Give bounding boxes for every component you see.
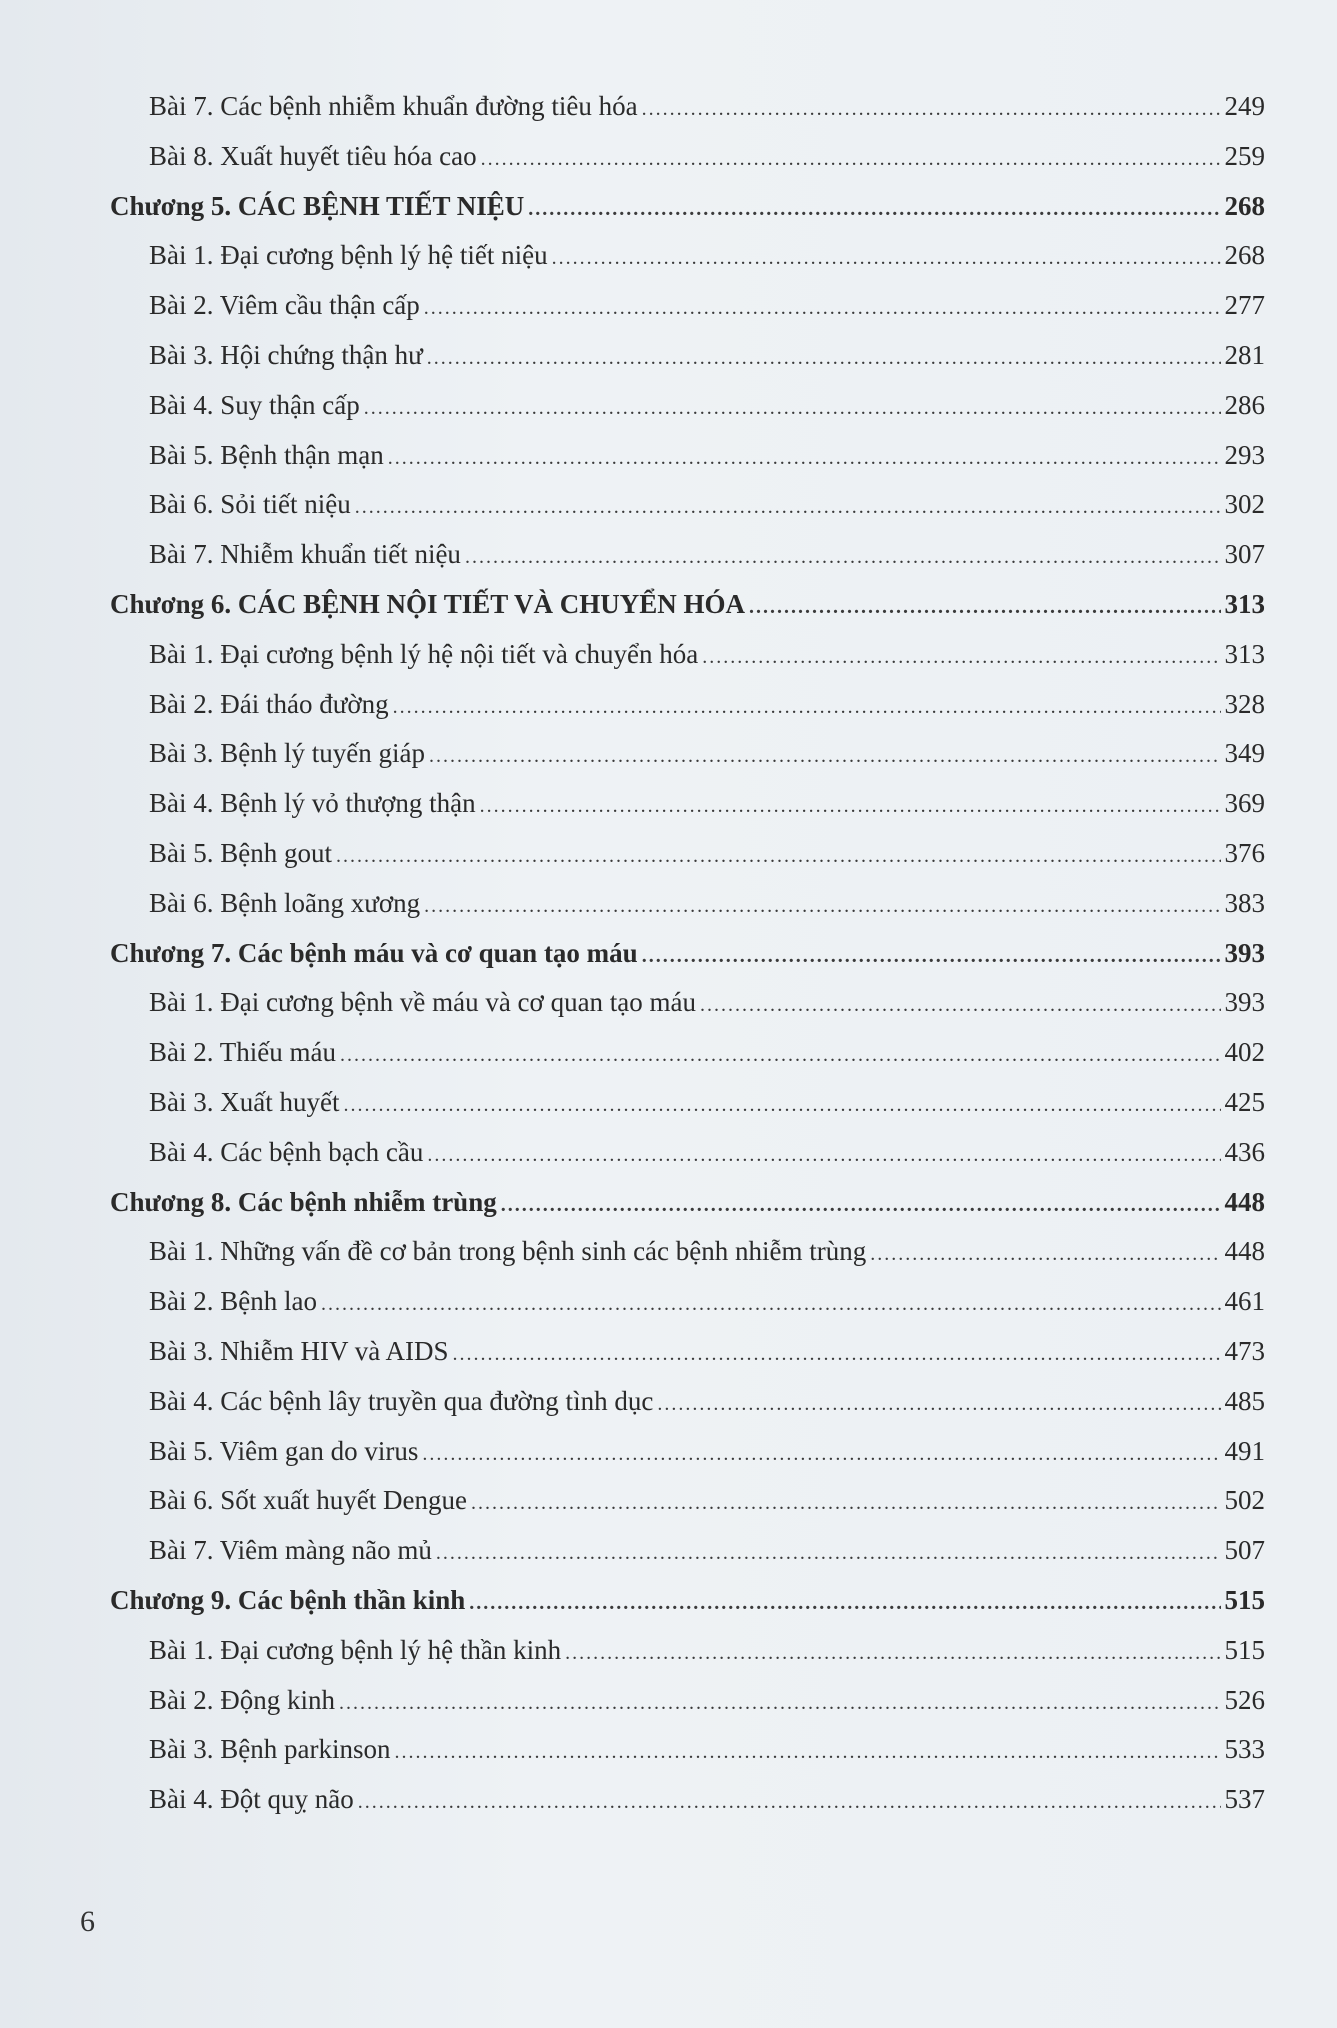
- toc-entry-title: Bài 6. Bệnh loãng xương: [149, 887, 421, 918]
- dot-leader: [657, 1379, 1220, 1429]
- toc-lesson-row: [149, 1077, 1265, 1127]
- toc-entry-page: 436: [1224, 1136, 1265, 1167]
- toc-lesson-row: [149, 1625, 1265, 1675]
- dot-leader: [565, 1628, 1220, 1678]
- toc-entry-page: 307: [1224, 539, 1265, 570]
- dot-leader: [501, 1180, 1221, 1230]
- toc-lesson-row: [149, 479, 1265, 529]
- toc-entry-title: Bài 4. Đột quỵ não: [149, 1784, 354, 1815]
- toc-entry-page: 515: [1224, 1585, 1265, 1615]
- toc-lesson-row: [149, 977, 1265, 1027]
- dot-leader: [427, 1130, 1220, 1180]
- toc-entry-page: 313: [1224, 589, 1265, 619]
- toc-entry-page: 448: [1224, 1236, 1265, 1267]
- toc-entry-page: 376: [1224, 838, 1265, 868]
- toc-entry-page: 402: [1224, 1037, 1265, 1068]
- toc-lesson-row: [149, 430, 1265, 480]
- toc-chapter-row: [110, 181, 1265, 231]
- dot-leader: [393, 682, 1221, 732]
- toc-entry-page: 393: [1224, 937, 1265, 968]
- toc-entry-page: 277: [1224, 290, 1265, 321]
- toc-lesson-row: [149, 679, 1265, 729]
- toc-entry-page: 537: [1224, 1784, 1265, 1815]
- toc-entry-page: 383: [1224, 887, 1265, 918]
- toc-entry-page: 268: [1224, 190, 1265, 221]
- toc-entry-title: Bài 2. Động kinh: [149, 1684, 335, 1715]
- toc-lesson-row: [149, 1724, 1265, 1774]
- dot-leader: [424, 283, 1221, 333]
- toc-entry-title: Bài 7. Các bệnh nhiễm khuẩn đường tiêu hóa: [149, 91, 638, 121]
- toc-chapter-row: [110, 1177, 1265, 1227]
- toc-entry-page: 249: [1224, 91, 1265, 121]
- toc-entry-page: 507: [1224, 1535, 1265, 1566]
- toc-lesson-row: [149, 1127, 1265, 1177]
- toc-entry-page: 393: [1224, 987, 1265, 1018]
- toc-entry-title: Bài 3. Hội chứng thận hư: [149, 340, 423, 370]
- toc-entry-page: 293: [1224, 439, 1265, 470]
- toc-entry-title: Bài 6. Sỏi tiết niệu: [149, 489, 351, 520]
- toc-entry-page: 502: [1224, 1485, 1265, 1516]
- toc-entry-title: Bài 1. Đại cương bệnh lý hệ thần kinh: [149, 1634, 562, 1665]
- toc-entry-page: 349: [1224, 738, 1265, 769]
- toc-entry-page: 485: [1224, 1385, 1265, 1416]
- dot-leader: [702, 632, 1220, 682]
- toc-entry-page: 302: [1224, 489, 1265, 520]
- toc-entry-page: 268: [1224, 240, 1265, 271]
- toc-entry-title: Bài 1. Đại cương bệnh về máu và cơ quan tạo máu: [149, 987, 697, 1018]
- toc-entry-title: Chương 9. Các bệnh thần kinh: [110, 1585, 466, 1615]
- toc-lesson-row: [149, 280, 1265, 330]
- dot-leader: [424, 881, 1220, 931]
- dot-leader: [452, 1329, 1220, 1379]
- toc-entry-title: Bài 2. Viêm cầu thận cấp: [149, 290, 420, 321]
- toc-entry-title: Bài 4. Bệnh lý vỏ thượng thận: [149, 788, 476, 819]
- toc-entry-title: Bài 3. Nhiễm HIV và AIDS: [149, 1336, 449, 1366]
- toc-entry-title: Bài 5. Bệnh thận mạn: [149, 439, 384, 470]
- dot-leader: [700, 980, 1220, 1030]
- toc-lesson-row: [149, 1475, 1265, 1525]
- dot-leader: [343, 1080, 1220, 1130]
- dot-leader: [388, 433, 1221, 483]
- toc-entry-title: Bài 1. Những vấn đề cơ bản trong bệnh sinh các bệnh nhiễm trùng: [149, 1236, 867, 1267]
- toc-lesson-row: [149, 1675, 1265, 1725]
- toc-entry-page: 491: [1224, 1435, 1265, 1466]
- toc-lesson-row: [149, 878, 1265, 928]
- dot-leader: [340, 1030, 1221, 1080]
- toc-entry-page: 286: [1224, 389, 1265, 420]
- toc-lesson-row: [149, 230, 1265, 280]
- toc-entry-title: Chương 7. Các bệnh máu và cơ quan tạo máu: [110, 937, 638, 968]
- toc-lesson-row: [149, 380, 1265, 430]
- toc-lesson-row: [149, 1774, 1265, 1824]
- dot-leader: [436, 1528, 1221, 1578]
- page-number: 6: [80, 1905, 95, 1938]
- toc-entry-title: Bài 5. Viêm gan do virus: [149, 1435, 419, 1466]
- toc-chapter-row: [110, 579, 1265, 629]
- toc-entry-page: 281: [1224, 340, 1265, 370]
- toc-lesson-row: [149, 1376, 1265, 1426]
- toc-entry-title: Bài 4. Các bệnh bạch cầu: [149, 1136, 424, 1167]
- toc-lesson-row: [149, 131, 1265, 181]
- dot-leader: [427, 333, 1221, 383]
- toc-entry-page: 259: [1224, 140, 1265, 171]
- toc-entry-page: 369: [1224, 788, 1265, 819]
- toc-lesson-row: [149, 1326, 1265, 1376]
- toc-entry-title: Chương 5. CÁC BỆNH TIẾT NIỆU: [110, 190, 525, 221]
- toc-entry-title: Chương 8. Các bệnh nhiễm trùng: [110, 1186, 497, 1217]
- dot-leader: [642, 931, 1221, 981]
- toc-entry-title: Bài 1. Đại cương bệnh lý hệ nội tiết và chuyển hóa: [149, 638, 699, 669]
- toc-entry-page: 533: [1224, 1734, 1265, 1765]
- dot-leader: [465, 532, 1221, 582]
- toc-entry-title: Bài 2. Đái tháo đường: [149, 688, 389, 719]
- toc-entry-page: 526: [1224, 1684, 1265, 1715]
- toc-entry-title: Bài 3. Xuất huyết: [149, 1087, 340, 1117]
- toc-lesson-row: [149, 828, 1265, 878]
- toc-entry-title: Bài 4. Suy thận cấp: [149, 389, 360, 420]
- dot-leader: [870, 1229, 1220, 1279]
- toc-entry-title: Bài 7. Nhiễm khuẩn tiết niệu: [149, 539, 461, 570]
- dot-leader: [364, 383, 1221, 433]
- toc-entry-page: 448: [1224, 1186, 1265, 1217]
- toc-lesson-row: [149, 1276, 1265, 1326]
- dot-leader: [394, 1727, 1220, 1777]
- toc-lesson-row: [149, 778, 1265, 828]
- toc-lesson-row: [149, 81, 1265, 131]
- toc-entry-title: Bài 3. Bệnh lý tuyến giáp: [149, 738, 425, 769]
- dot-leader: [321, 1279, 1221, 1329]
- toc-lesson-row: [149, 1426, 1265, 1476]
- dot-leader: [552, 233, 1221, 283]
- toc-chapter-row: [110, 928, 1265, 978]
- dot-leader: [528, 184, 1220, 234]
- dot-leader: [481, 134, 1221, 184]
- toc-entry-title: Bài 8. Xuất huyết tiêu hóa cao: [149, 140, 477, 171]
- toc-lesson-row: [149, 1525, 1265, 1575]
- toc-entry-page: 515: [1224, 1634, 1265, 1665]
- toc-entry-page: 461: [1224, 1286, 1265, 1317]
- toc-entry-page: 473: [1224, 1336, 1265, 1366]
- toc-lesson-row: [149, 1027, 1265, 1077]
- dot-leader: [480, 781, 1221, 831]
- toc-entry-title: Chương 6. CÁC BỆNH NỘI TIẾT VÀ CHUYỂN HÓA: [110, 589, 746, 619]
- toc-lesson-row: [149, 1226, 1265, 1276]
- dot-leader: [469, 1578, 1220, 1628]
- toc-entry-page: 313: [1224, 638, 1265, 669]
- toc-entry-page: 425: [1224, 1087, 1265, 1117]
- toc-entry-title: Bài 6. Sốt xuất huyết Dengue: [149, 1485, 467, 1516]
- toc-lesson-row: [149, 728, 1265, 778]
- dot-leader: [749, 582, 1220, 632]
- dot-leader: [429, 731, 1221, 781]
- toc-entry-title: Bài 2. Bệnh lao: [149, 1286, 317, 1317]
- dot-leader: [642, 84, 1221, 134]
- toc-entry-title: Bài 1. Đại cương bệnh lý hệ tiết niệu: [149, 240, 548, 271]
- toc-entry-title: Bài 5. Bệnh gout: [149, 838, 332, 868]
- dot-leader: [471, 1478, 1221, 1528]
- toc-lesson-row: [149, 330, 1265, 380]
- dot-leader: [358, 1777, 1221, 1827]
- toc-entry-title: Bài 4. Các bệnh lây truyền qua đường tình dục: [149, 1385, 654, 1416]
- toc-chapter-row: [110, 1575, 1265, 1625]
- toc-entry-title: Bài 3. Bệnh parkinson: [149, 1734, 391, 1765]
- dot-leader: [336, 831, 1221, 881]
- toc-entry-title: Bài 7. Viêm màng não mủ: [149, 1535, 432, 1566]
- dot-leader: [339, 1678, 1221, 1728]
- dot-leader: [355, 482, 1221, 532]
- toc-entry-title: Bài 2. Thiếu máu: [149, 1037, 336, 1068]
- dot-leader: [422, 1429, 1220, 1479]
- toc-lesson-row: [149, 529, 1265, 579]
- toc-lesson-row: [149, 629, 1265, 679]
- toc-entry-page: 328: [1224, 688, 1265, 719]
